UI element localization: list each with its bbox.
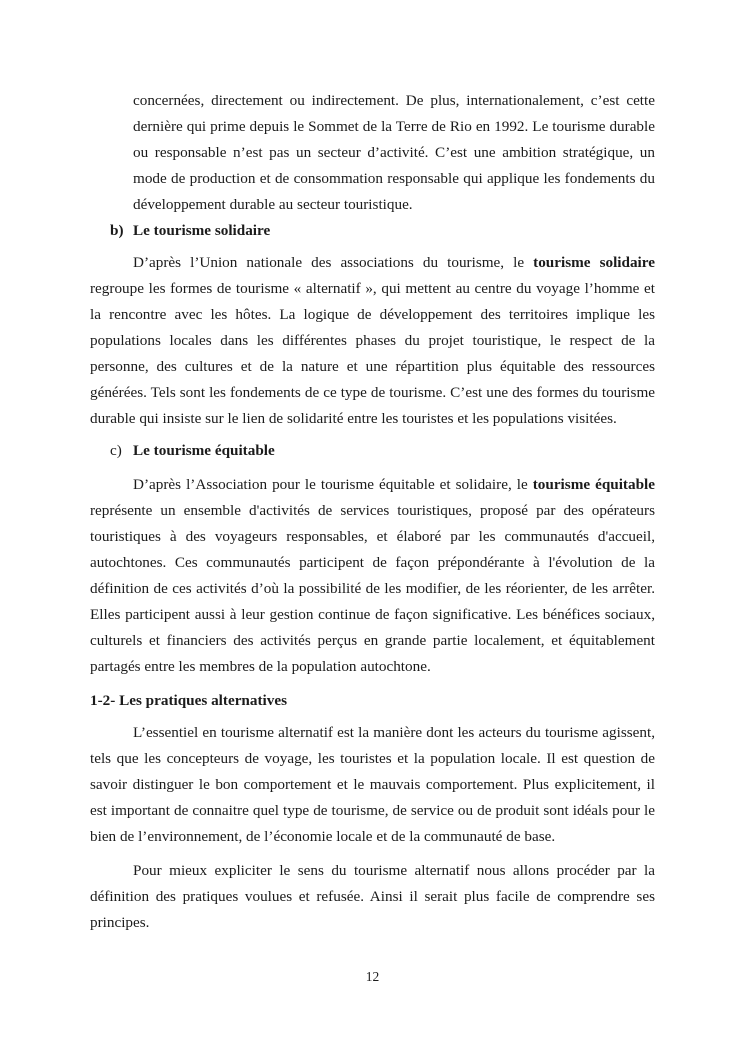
paragraph-solidaire-pre: D’après l’Union nationale des associations du tourisme, le <box>133 254 534 271</box>
paragraph-equitable-pre: D’après l’Association pour le tourisme équitable et solidaire, le <box>133 476 533 493</box>
page-number: 12 <box>365 969 380 984</box>
page-body <box>90 88 655 942</box>
paragraph-tourisme-solidaire <box>90 250 655 432</box>
heading-tourisme-solidaire-text: Le tourisme solidaire <box>133 222 271 239</box>
paragraph-solidaire-bold-term: tourisme solidaire <box>533 254 655 271</box>
paragraph-equitable-post: représente un ensemble d'activités de services touristiques, proposé par des opérateurs touristiques à des voyageurs responsables, et élaboré par les communautés d'accueil, autochtones. Ces communautés participent de façon prépondérante à l'évolution de la définition de ces activités d’où la possibilité de les modifier, de les réorienter, de les arrêter. Elles participent aussi à leur gestion continue de façon significative. Les bénéfices sociaux, culturels et financiers des activités perçus en grande partie localement, et équitablement partagés entre les membres de la population autochtone. <box>90 502 655 675</box>
paragraph-essentiel: L’essentiel en tourisme alternatif est la manière dont les acteurs du tourisme agissent, tels que les concepteurs de voyage, les touristes et la population locale. Il est question de savoir distinguer le bon comportement et le mauvais comportement. Plus explicitement, il est important de connaitre quel type de tourisme, de service ou de produit sont idéals pour le bien de l’environnement, de l’économie locale et de la communauté de base. <box>90 724 655 845</box>
heading-tourisme-equitable <box>90 438 655 464</box>
heading-tourisme-solidaire <box>90 218 655 244</box>
paragraph-tourisme-durable-continuation: concernées, directement ou indirectement. De plus, internationalement, c’est cette dernière qui prime depuis le Sommet de la Terre de Rio en 1992. Le tourisme durable ou responsable n’est pas un secteur d’activité. C’est une ambition stratégique, un mode de production et de consommation responsable qui applique les fondements du développement durable au secteur touristique. <box>133 92 655 213</box>
heading-tourisme-equitable-text: Le tourisme équitable <box>133 442 275 459</box>
paragraph-equitable-bold-term: tourisme équitable <box>532 476 655 493</box>
heading-pratiques-alternatives: 1-2- Les pratiques alternatives <box>90 692 287 709</box>
list-label-b: b) <box>110 222 124 239</box>
paragraph-tourisme-equitable <box>90 472 655 680</box>
list-label-c: c) <box>110 442 122 459</box>
paragraph-solidaire-post: regroupe les formes de tourisme « alternatif », qui mettent au centre du voyage l’homme et la rencontre avec les hôtes. La logique de développement des territoires implique les populations locales dans les différentes phases du projet touristique, le respect de la personne, des cultures et de la nature et une répartition plus équitable des ressources générées. Tels sont les fondements de ce type de tourisme. C’est une des formes du tourisme durable qui insiste sur le lien de solidarité entre les touristes et les populations visitées. <box>90 280 655 427</box>
paragraph-pour-mieux: Pour mieux expliciter le sens du tourisme alternatif nous allons procéder par la définition des pratiques voulues et refusée. Ainsi il serait plus facile de comprendre ses principes. <box>90 862 655 931</box>
